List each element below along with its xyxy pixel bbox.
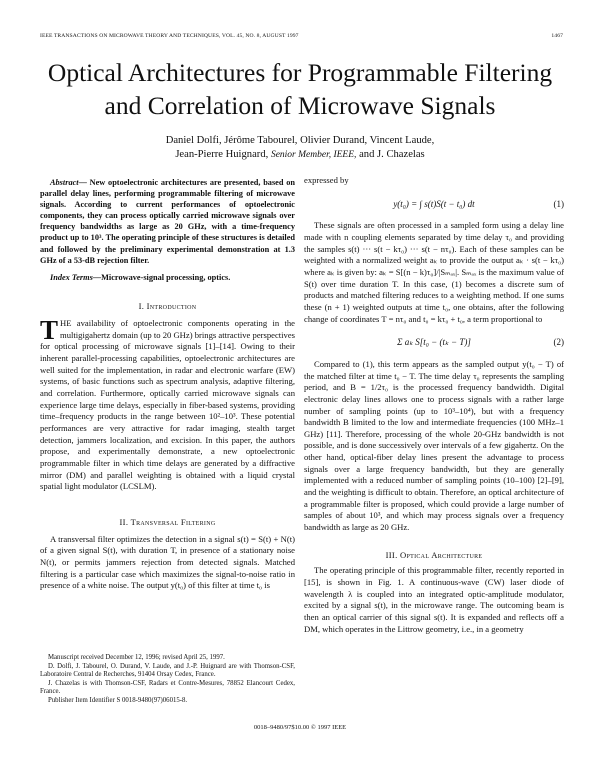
paragraph: Compared to (1), this term appears as the sampled output y(t₀ − T) of the matched filter at time t₀ − T. The time delay τ₀ represents the sampling period, and B = 1/2τ₀ is the processed frequency bandwidth. Digital electronic delay lines allows one to process signals with a rather large number of sampling points (up to 10³–10⁴), but with a frequency bandwidth B limited to the low and intermediate frequencies (100 MHz–1 GHz) [11]. Therefore, processing of the whole 20-GHz bandwidth is not possible, and is done successively over intervals of a few gigahertz. On the other hand, optical-fiber delay lines present the advantage to process signals over a large frequency bandwidth, but they are generally implemented with a reduced number of sampling points (10–100) [2]–[9], and the weighting is difficult to obtain. Therefore, an optical architecture of a programmable filter is proposed, which could provide a large number of samples of about 10³, and which may process signals over a frequency bandwidth as large as 20 GHz. [304, 358, 564, 533]
authors-line-1: Daniel Dolfi, Jérôme Tabourel, Olivier Durand, Vincent Laude, [165, 135, 435, 146]
transversal-paragraph: A transversal filter optimizes the detection in a signal s(t) = S(t) + N(t) of a given signal S(t), with duration T, in presence of a stationary noise N(t), or permits jammers rejection from detected signals. Matched filtering is a particular case which maximizes the signal-to-noise ratio in presence of a white noise. The output y(t₀) of this filter at time t₀ is [40, 533, 295, 591]
paragraph: expressed by [304, 175, 349, 185]
journal-name: IEEE TRANSACTIONS ON MICROWAVE THEORY AND TECHNIQUES, VOL. 45, NO. 8, AUGUST 1997 [40, 33, 299, 39]
equation-body: y(t₀) = ∫ s(t)S(t − t₀) dt [393, 198, 475, 209]
index-terms-label: Index Terms [50, 272, 93, 282]
running-header [40, 33, 563, 39]
author-name: and J. Chazelas [359, 148, 425, 160]
title-line: Optical Architectures for Programmable Filtering [47, 58, 553, 87]
intro-paragraph [40, 315, 295, 493]
equation-1 [304, 199, 564, 211]
equation-number: (1) [553, 198, 564, 209]
abstract [40, 177, 295, 266]
author-list [0, 134, 600, 162]
section-heading-transversal-filtering: II. Transversal Filtering [119, 516, 216, 527]
section-heading-optical-architecture: III. Optical Architecture [385, 549, 483, 560]
title-line: and Correlation of Microwave Signals [104, 91, 496, 120]
paragraph: The operating principle of this programmable filter, recently reported in [15], is shown in Fig. 1. A continuous-wave (CW) laser diode of wavelength λ is coupled into an integrated optic-amplitude modulator, excited by a signal s(t), in the microwave range. The outcoming beam is then an optical carrier of this signal s(t). It is expanded and reflects off a DM, which operates in the Littrow geometry, i.e., in a geometry [304, 565, 564, 634]
right-column [304, 175, 564, 635]
equation-2 [304, 337, 564, 349]
authors-line-2 [0, 148, 600, 163]
index-terms [40, 272, 295, 284]
abstract-label: Abstract— [50, 178, 87, 187]
index-terms-text: —Microwave-signal processing, optics. [92, 272, 231, 282]
footnote: J. Chazelas is with Thomson-CSF, Radars et Contre-Mesures, 78852 Elancourt Cedex, France. [40, 679, 295, 696]
intro-text: HE availability of optoelectronic components operating in the multigigahertz domain (up to 20 GHz) brings attractive perspectives for optical processing of microwave signals [1]–[14]. Owing to their inherent parallel-processing capabilities, optoelectronic architectures are well suited for the implementation, in radar and electronic warfare (EW) systems, of basic functions such as spectrum analysis, adaptive filtering, and correlation. Furthermore, optically carried microwave signals can experience large time delays, especially in fiber-based systems, providing time–frequency products in the range between 10²–10³. These potential performances are very attractive for radar imaging, stealth target detection, jammers localization, and excision. In this paper, the authors propose, and experimentally demonstrate, a new optoelectronic programmable filter in which time delays are generated by a diffractive mirror (DM) and parallel weighting is obtained with a liquid crystal spatial light modulator (LCSLM). [40, 318, 295, 492]
drop-cap: T [40, 315, 59, 346]
footnote: D. Dolfi, J. Tabourel, O. Durand, V. Laude, and J.-P. Huignard are with Thomson-CSF, Laboratoire Central de Recherches, 91404 Orsay Cedex, France. [40, 662, 295, 679]
abstract-text: New optoelectronic architectures are presented, based on parallel delay lines, performing programmable filtering of microwave signals. According to current performances of optoelectronic components, they can process optically carried microwave signals over frequency bandwidths as large as 20 GHz, with a time-frequency product up to 10³. The operating principle of these structures is detailed and followed by the preliminary experimental demonstration at 1.3 GHz of a 53-dB rejection filter. [40, 178, 295, 265]
section-heading-introduction: I. Introduction [138, 301, 197, 312]
paper-title [0, 56, 600, 122]
left-column [40, 177, 295, 592]
author-membership: Senior Member, IEEE, [270, 149, 357, 160]
equation-body: Σ aₖ S[t₀ − (tₖ − T)] [397, 337, 471, 348]
author-name: Jean-Pierre Huignard, [175, 148, 269, 160]
paragraph: These signals are often processed in a sampled form using a delay line made with n coupling elements separated by time delay τ₀ and providing the samples s(t) ··· s(t − kτ₀) ··· s(t − nτ₀). Each of these samples can be weighted with a normalized weight aₖ to provide the output aₖ · s(t − kτ₀) where aₖ is given by: aₖ = S[(n − k)τ₀]/|Sₘₐₓ|. Sₘₐₓ is the maximum value of S(t) over time duration T. In this case, (1) becomes a discrete sum of products and matched filtering reduces to a weighting method. If one sums these (n + 1) weighted outputs at time t₀, one obtains, after the following change of coordinates T = nτ₀ and t₀ = kτ₀ + t₀, a term proportional to [304, 220, 564, 324]
footnote: Manuscript received December 12, 1996; revised April 25, 1997. [48, 654, 225, 661]
page-number: 1467 [551, 33, 563, 39]
footnotes [40, 654, 295, 706]
copyright-footer: 0018–9480/97$10.00 © 1997 IEEE [253, 724, 347, 731]
footnote: Publisher Item Identifier S 0018-9480(97)06015-8. [48, 696, 188, 704]
equation-number: (2) [553, 337, 564, 348]
